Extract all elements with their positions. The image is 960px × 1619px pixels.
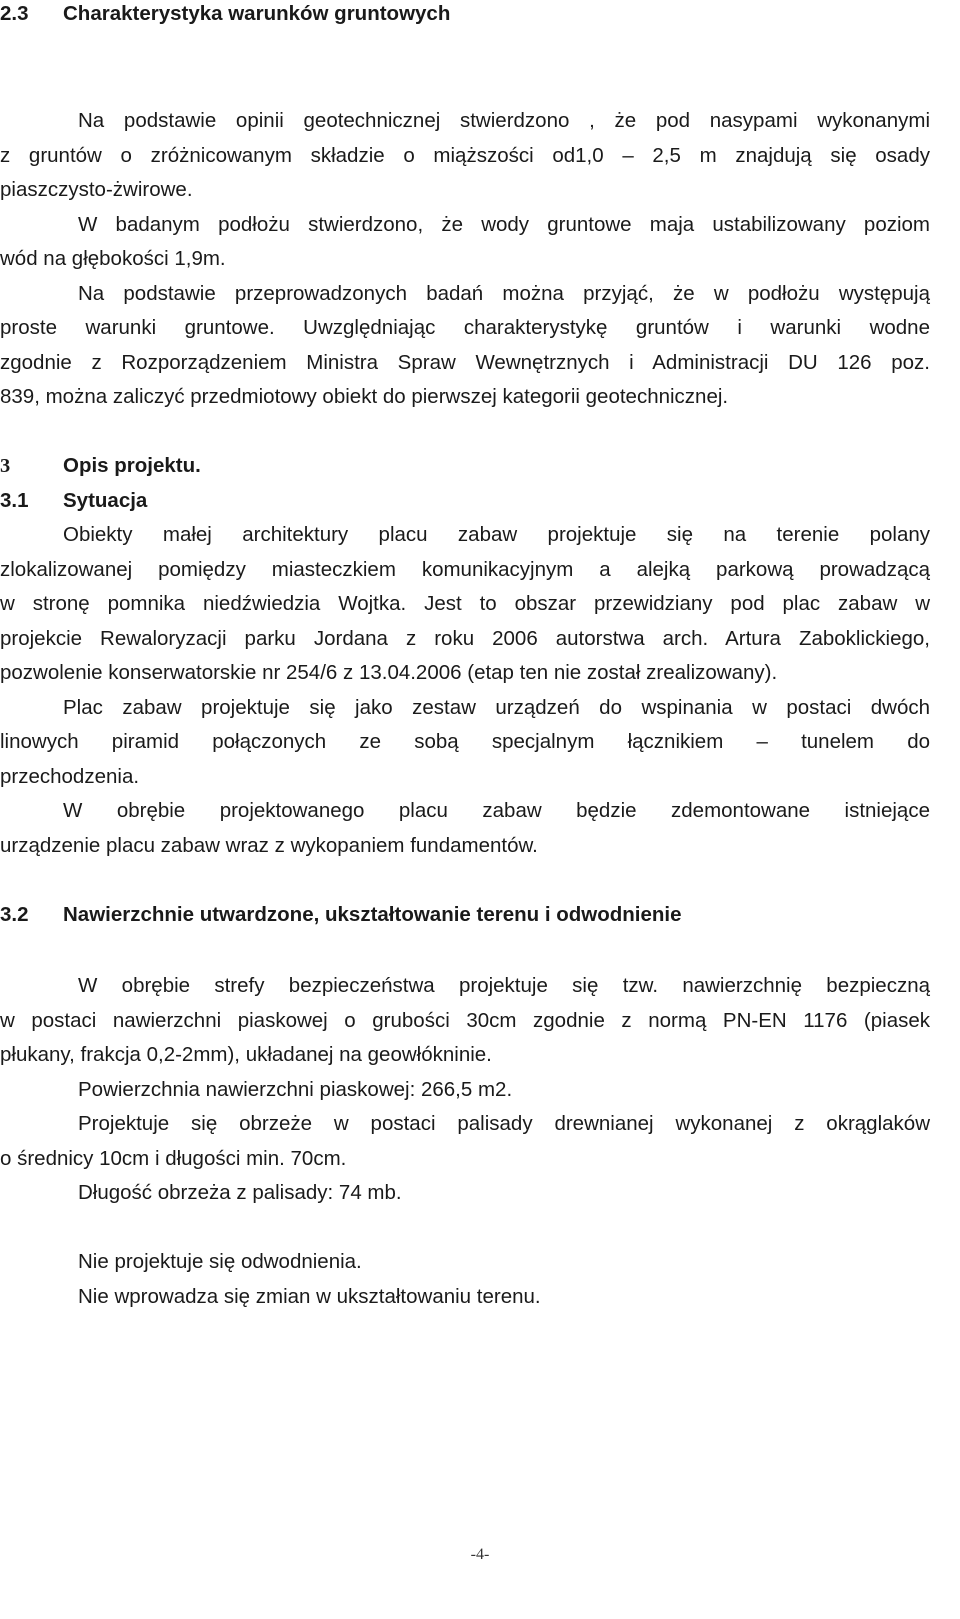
- paragraph-line: Plac zabaw projektuje się jako zestaw urządzeń do wspinania w postaci dwóch: [63, 696, 930, 719]
- paragraph-line: W badanym podłożu stwierdzono, że wody gruntowe maja ustabilizowany poziom: [78, 213, 930, 236]
- paragraph-line: Nie projektuje się odwodnienia.: [78, 1250, 362, 1273]
- paragraph-line: proste warunki gruntowe. Uwzględniając charakterystykę gruntów i warunki wodne: [0, 316, 930, 339]
- paragraph-line: w postaci nawierzchni piaskowej o grubości 30cm zgodnie z normą PN-EN 1176 (piasek: [0, 1009, 930, 1032]
- paragraph-line: zgodnie z Rozporządzeniem Ministra Spraw Wewnętrznych i Administracji DU 126 poz.: [0, 351, 930, 374]
- paragraph-line: o średnicy 10cm i długości min. 70cm.: [0, 1147, 347, 1170]
- section-title: Nawierzchnie utwardzone, ukształtowanie terenu i odwodnienie: [63, 903, 682, 926]
- paragraph-line: Projektuje się obrzeże w postaci palisady drewnianej wykonanej z okrąglaków: [78, 1112, 930, 1135]
- section-heading-3-2: [0, 897, 930, 933]
- paragraph-line: piaszczysto-żwirowe.: [0, 178, 193, 201]
- paragraph-line: w stronę pomnika niedźwiedzia Wojtka. Jest to obszar przewidziany pod plac zabaw w: [0, 592, 930, 615]
- paragraph-line: wód na głębokości 1,9m.: [0, 247, 226, 270]
- section-number: 3.1: [0, 489, 29, 512]
- paragraph-line: linowych piramid połączonych ze sobą specjalnym łącznikiem – tunelem do: [0, 730, 930, 753]
- paragraph-line: płukany, frakcja 0,2-2mm), układanej na geowłókninie.: [0, 1043, 492, 1066]
- page-number: -4-: [470, 1546, 490, 1563]
- section-title: Charakterystyka warunków gruntowych: [63, 2, 451, 25]
- paragraph-line: W obrębie projektowanego placu zabaw będzie zdemontowane istniejące: [63, 799, 930, 822]
- paragraph-line: Na podstawie opinii geotechnicznej stwierdzono , że pod nasypami wykonanymi: [78, 109, 930, 132]
- section-number: 3: [0, 455, 11, 477]
- paragraph-line: pozwolenie konserwatorskie nr 254/6 z 13.04.2006 (etap ten nie został zrealizowany).: [0, 661, 778, 684]
- paragraph-line: Na podstawie przeprowadzonych badań można przyjąć, że w podłożu występują: [78, 282, 930, 305]
- section-number: 2.3: [0, 2, 29, 25]
- paragraph-line: Obiekty małej architektury placu zabaw projektuje się na terenie polany: [63, 523, 930, 546]
- paragraph-line: Powierzchnia nawierzchni piaskowej: 266,5 m2.: [78, 1078, 513, 1101]
- section-title: Sytuacja: [63, 489, 148, 512]
- paragraph-line: Długość obrzeża z palisady: 74 mb.: [78, 1181, 402, 1204]
- paragraph-line: projekcie Rewaloryzacji parku Jordana z roku 2006 autorstwa arch. Artura Zaboklickiego,: [0, 627, 930, 650]
- paragraph-line: 839, można zaliczyć przedmiotowy obiekt do pierwszej kategorii geotechnicznej.: [0, 385, 729, 408]
- section-title: Opis projektu.: [63, 454, 201, 477]
- paragraph-line: z gruntów o zróżnicowanym składzie o miąższości od1,0 – 2,5 m znajdują się osady: [0, 144, 930, 167]
- paragraph-line: W obrębie strefy bezpieczeństwa projektuje się tzw. nawierzchnię bezpieczną: [78, 974, 930, 997]
- section-heading-3-1: [0, 483, 930, 519]
- paragraph-line: zlokalizowanej pomiędzy miasteczkiem komunikacyjnym a alejką parkową prowadzącą: [0, 558, 930, 581]
- section-number: 3.2: [0, 903, 29, 926]
- section-heading-2-3: [0, 0, 930, 32]
- paragraph-line: Nie wprowadza się zmian w ukształtowaniu terenu.: [78, 1285, 541, 1308]
- section-heading-3: [0, 448, 930, 484]
- paragraph-line: urządzenie placu zabaw wraz z wykopaniem fundamentów.: [0, 834, 538, 857]
- paragraph-line: przechodzenia.: [0, 765, 140, 788]
